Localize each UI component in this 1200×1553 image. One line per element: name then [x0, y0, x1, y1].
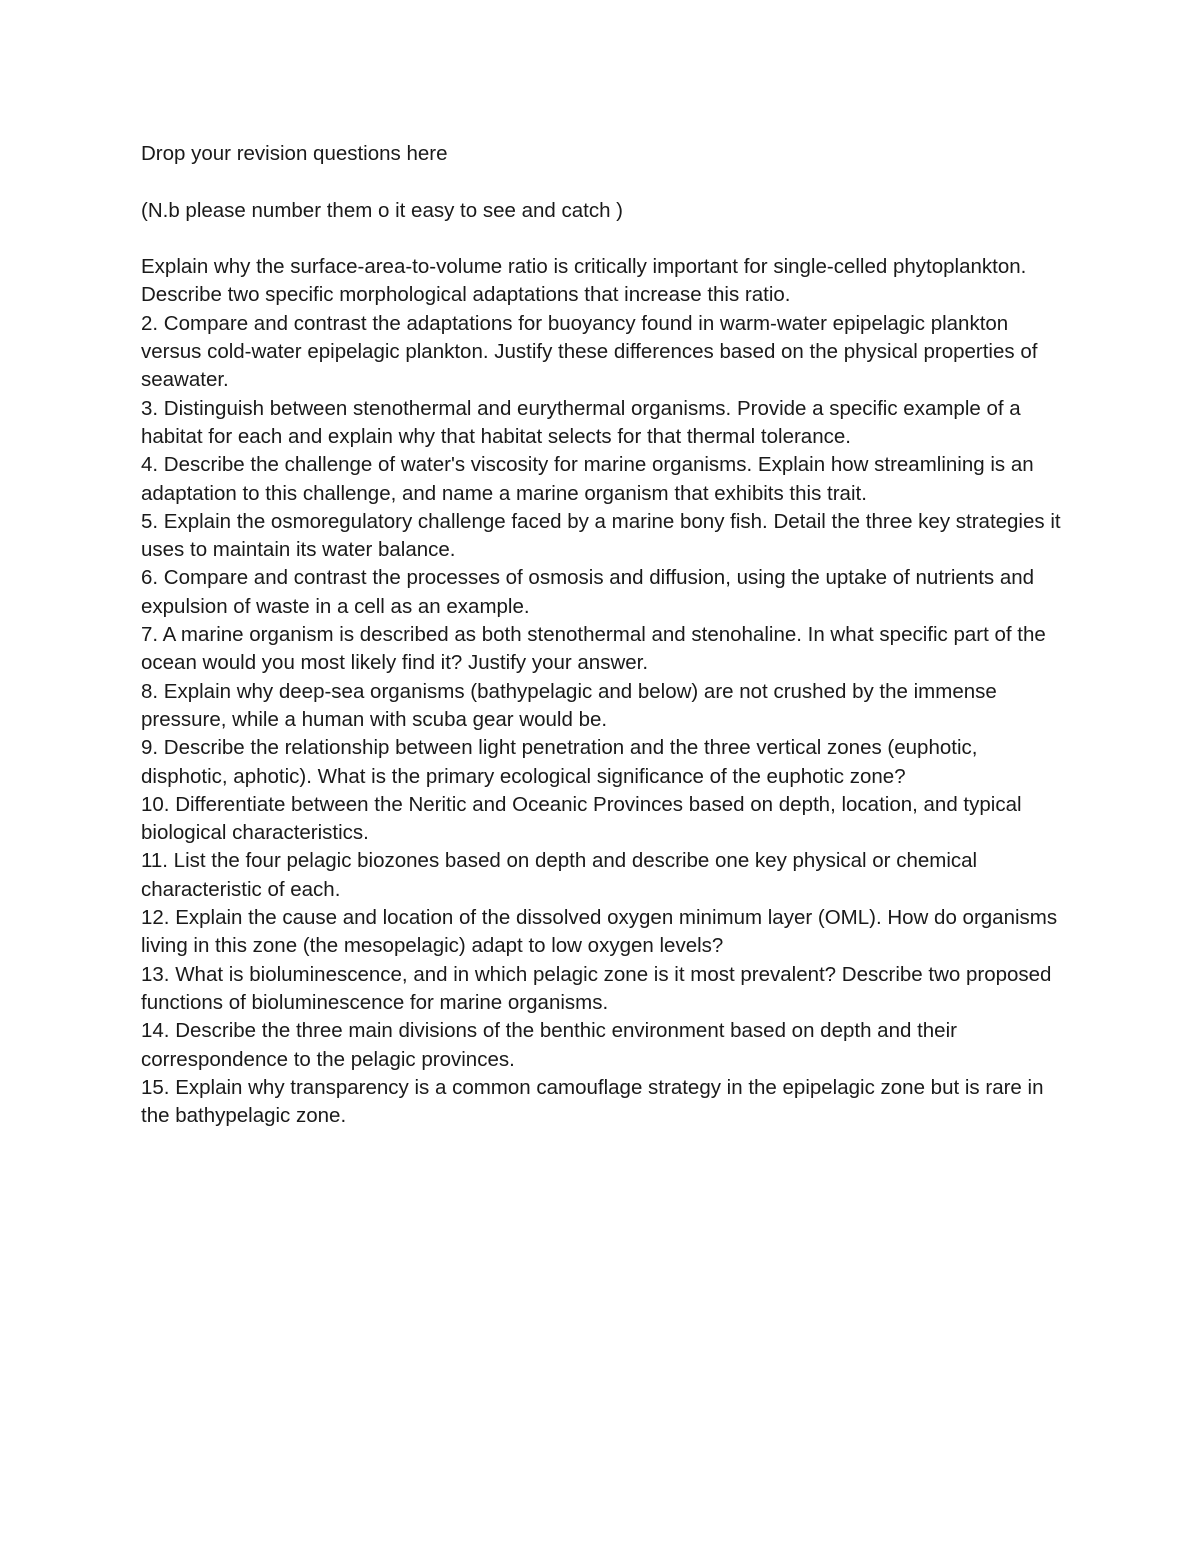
question-item: 4. Describe the challenge of water's viscosity for marine organisms. Explain how streamlining is an adaptation to this challenge, and name a marine organism that exhibits this trait. — [141, 453, 1034, 505]
question-item: 3. Distinguish between stenothermal and eurythermal organisms. Provide a specific example of a habitat for each and explain why that habitat selects for that thermal tolerance. — [141, 396, 1021, 448]
question-item: 8. Explain why deep-sea organisms (bathypelagic and below) are not crushed by the immense pressure, while a human with scuba gear would be. — [141, 679, 997, 731]
question-item: 13. What is bioluminescence, and in which pelagic zone is it most prevalent? Describe two proposed functions of bioluminescence for marine organisms. — [141, 962, 1052, 1014]
question-item: 9. Describe the relationship between light penetration and the three vertical zones (euphotic, disphotic, aphotic). What is the primary ecological significance of the euphotic zone? — [141, 736, 978, 788]
question-item: 12. Explain the cause and location of the dissolved oxygen minimum layer (OML). How do organisms living in this zone (the mesopelagic) adapt to low oxygen levels? — [141, 906, 1058, 958]
question-item: 5. Explain the osmoregulatory challenge faced by a marine bony fish. Detail the three key strategies it uses to maintain its water balance. — [141, 509, 1061, 562]
document-note: (N.b please number them o it easy to see and catch ) — [141, 198, 624, 222]
question-item: 14. Describe the three main divisions of the benthic environment based on depth and their correspondence to the pelagic provinces. — [141, 1019, 957, 1071]
question-item: 2. Compare and contrast the adaptations for buoyancy found in warm-water epipelagic plankton versus cold-water epipelagic plankton. Justify these differences based on the physical properties of seawater. — [141, 311, 1038, 392]
document-heading: Drop your revision questions here — [141, 142, 448, 165]
document-body — [141, 140, 1061, 1130]
question-item: 15. Explain why transparency is a common camouflage strategy in the epipelagic zone but is rare in the bathypelagic zone. — [141, 1075, 1044, 1128]
question-item: 7. A marine organism is described as both stenothermal and stenohaline. In what specific part of the ocean would you most likely find it? Justify your answer. — [141, 623, 1046, 675]
question-item: 6. Compare and contrast the processes of osmosis and diffusion, using the uptake of nutrients and expulsion of waste in a cell as an example. — [141, 566, 1035, 618]
question-item: Explain why the surface-area-to-volume ratio is critically important for single-celled phytoplankton. Describe two specific morphological adaptations that increase this ratio. — [141, 255, 1027, 307]
question-item: 11. List the four pelagic biozones based on depth and describe one key physical or chemical characteristic of each. — [141, 849, 978, 901]
question-item: 10. Differentiate between the Neritic and Oceanic Provinces based on depth, location, and typical biological characteristics. — [141, 792, 1022, 845]
